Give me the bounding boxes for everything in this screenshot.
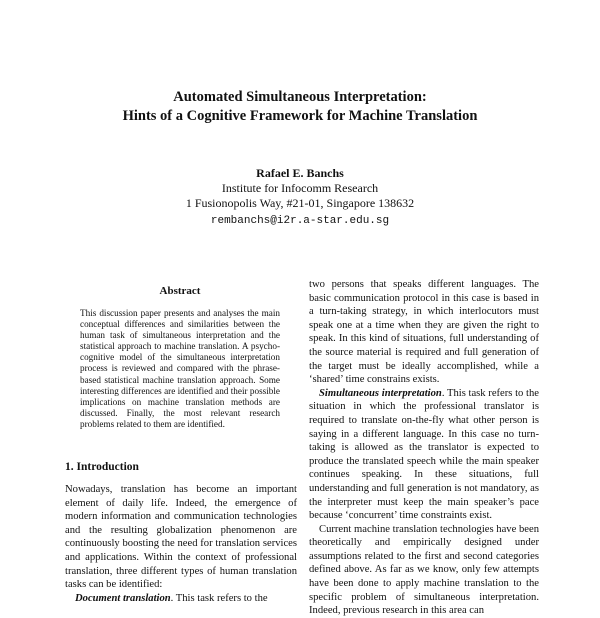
right-paragraph-1: two persons that speaks different languages. The basic communication protocol in this case is based in a turn-taking strategy, in which interlocutors must speak one at a time when they are given the right to speak. In this kind of situations, full understanding of the source material is required and full generation of the target must be ideally accomplished, while a ‘shared’ time constrains exists. <box>309 279 539 386</box>
author-name: Rafael E. Banchs <box>256 166 344 180</box>
section-heading-introduction: 1. Introduction <box>65 461 139 473</box>
paper-title <box>0 88 600 126</box>
intro-paragraph-2-text: . This task refers to the <box>170 592 268 604</box>
author-block <box>0 166 600 229</box>
intro-paragraph-2 <box>65 592 297 606</box>
author-address: 1 Fusionopolis Way, #21-01, Singapore 138632 <box>185 196 415 210</box>
abstract-heading: Abstract <box>159 285 201 297</box>
author-affiliation: Institute for Infocomm Research <box>221 181 379 195</box>
title-line-2: Hints of a Cognitive Framework for Machine Translation <box>122 108 478 124</box>
abstract-text: This discussion paper presents and analyses the main conceptual differences and similarities between the human task of simultaneous interpretation and the statistical approach to machine translation. A psycho-cognitive model of the simultaneous interpretation process is reviewed and compared with the phrase-based statistical machine translation approach. Some interesting differences are identified and their possible implications on machine translation methods are discussed. Finally, the most relevant research problems related to them are identified. <box>80 308 280 429</box>
term-simultaneous-interpretation: Simultaneous interpretation <box>319 387 442 399</box>
right-paragraph-3: Current machine translation technologies have been theoretically and empirically designed under assumptions related to the first and second categories defined above. As far as we know, only few attempts have been done to apply machine translation to the specific problem of simultaneous interpretation. Indeed, previous research in this area can <box>309 523 539 617</box>
term-document-translation: Document translation <box>75 592 171 604</box>
right-column <box>309 278 539 618</box>
author-email[interactable]: rembanchs@i2r.a-star.edu.sg <box>210 215 390 227</box>
right-paragraph-2 <box>309 387 539 523</box>
title-line-1: Automated Simultaneous Interpretation: <box>173 89 427 105</box>
intro-paragraph-1: Nowadays, translation has become an important element of daily life. Indeed, the emergence of modern information and communication technologies and the resulting globalization phenomenon are continuously boosting the need for translation services and applications. Within the context of professional translation, three different types of human translation tasks can be identified: <box>65 484 297 591</box>
introduction-body <box>65 483 297 605</box>
right-paragraph-2-text: . This task refers to the situation in which the professional translator is required to translate on-the-fly what other person is saying in a different language. In this case no turn-taking is allowed as the translator is expected to produce the translated speech while the main speaker continues speaking. In these situations, full understanding and full generation is not mandatory, as the interpreter must keep the main speaker’s pace because ‘concurrent’ time constraints exist. <box>309 387 540 522</box>
